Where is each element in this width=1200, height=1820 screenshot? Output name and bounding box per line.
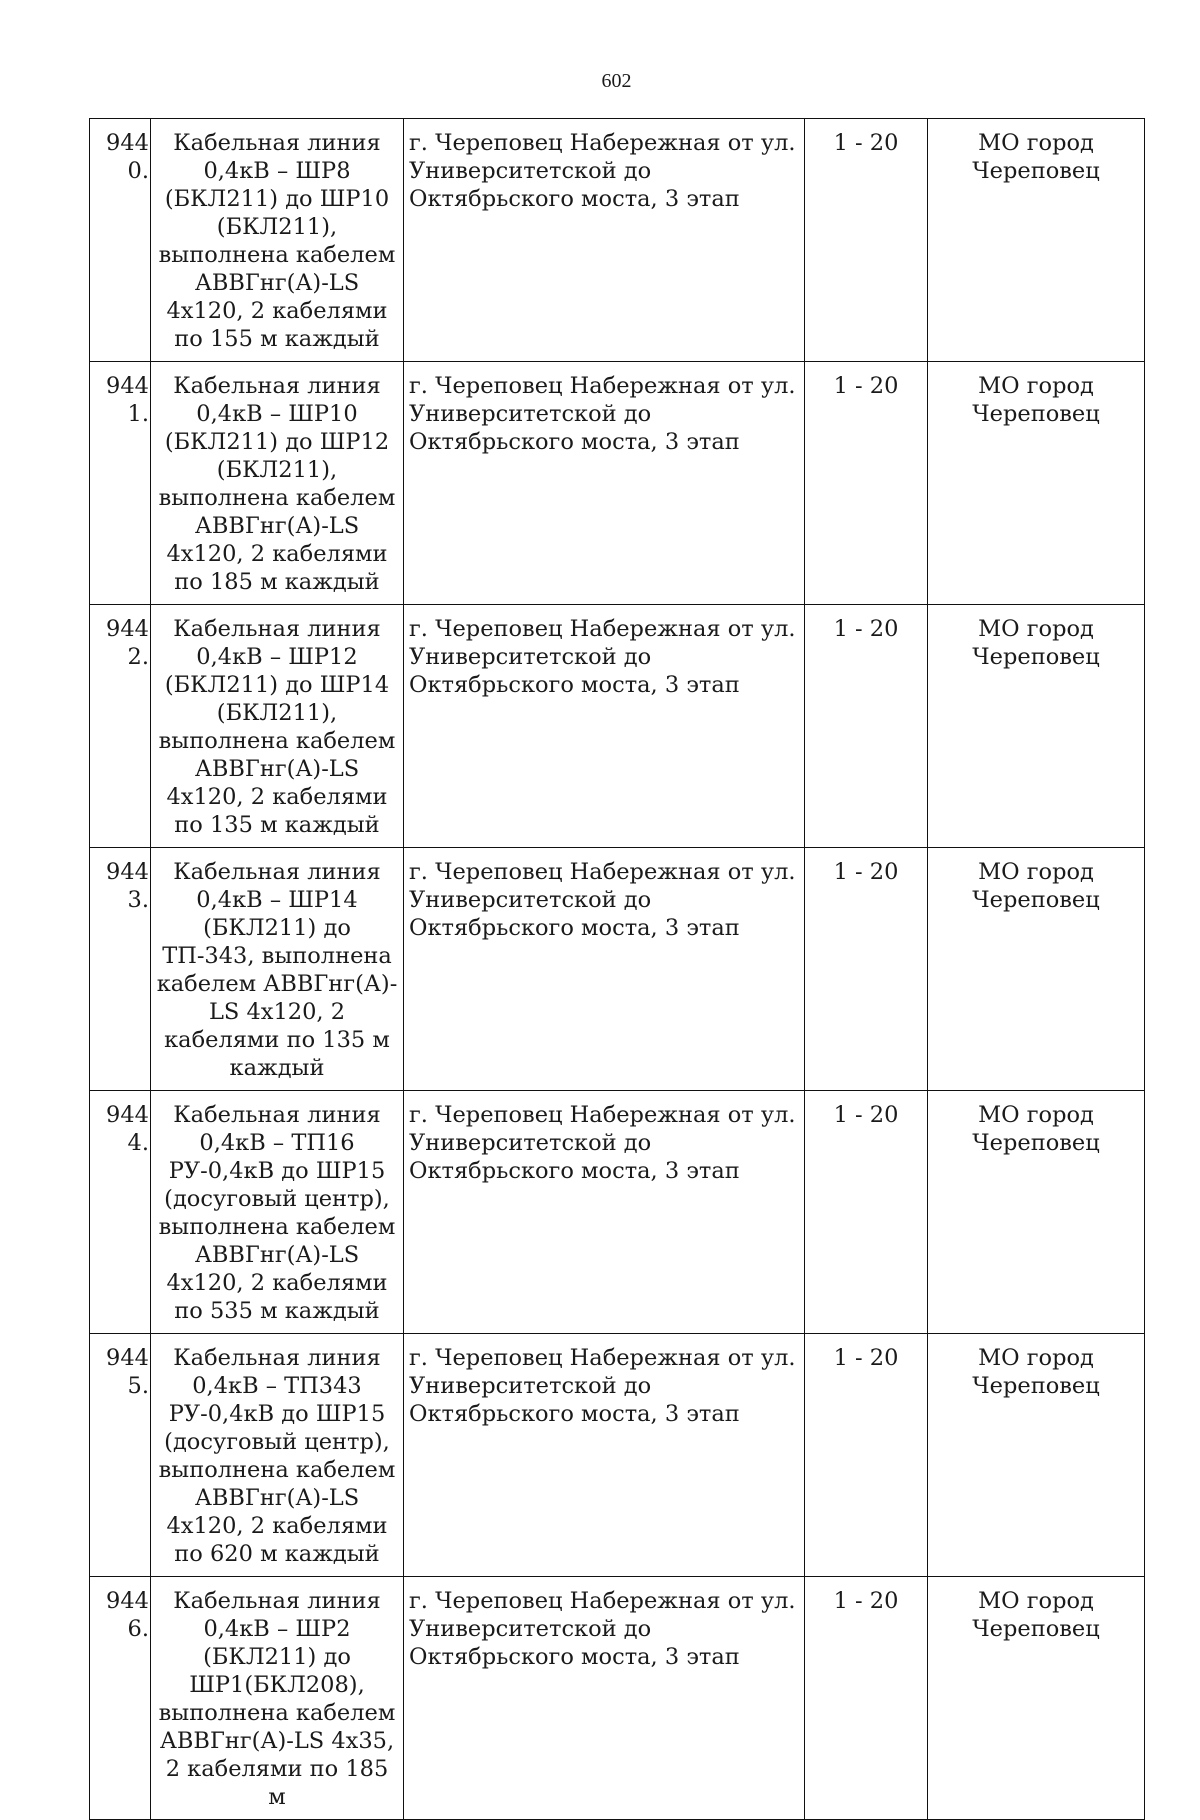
owner: МО город Череповец — [928, 362, 1145, 605]
owner: МО город Череповец — [928, 119, 1145, 362]
object-location: г. Череповец Набережная от ул. Университетской до Октябрьского моста, 3 этап — [404, 848, 805, 1091]
table-row — [90, 1334, 1145, 1577]
row-number: 9445. — [90, 1334, 151, 1577]
row-number: 9441. — [90, 362, 151, 605]
service-life: 1 - 20 — [805, 1577, 928, 1820]
table-row — [90, 848, 1145, 1091]
object-name: Кабельная линия 0,4кВ – ТП343 РУ-0,4кВ до ШР15 (досуговый центр), выполнена кабелем АВВГнг(А)-LS 4х120, 2 кабелями по 620 м каждый — [151, 1334, 404, 1577]
object-location: г. Череповец Набережная от ул. Университетской до Октябрьского моста, 3 этап — [404, 1577, 805, 1820]
service-life: 1 - 20 — [805, 119, 928, 362]
table-row — [90, 362, 1145, 605]
owner: МО город Череповец — [928, 1577, 1145, 1820]
row-number: 9440. — [90, 119, 151, 362]
row-number: 9446. — [90, 1577, 151, 1820]
registry-table — [89, 118, 1145, 1820]
service-life: 1 - 20 — [805, 605, 928, 848]
table-row — [90, 1091, 1145, 1334]
object-name: Кабельная линия 0,4кВ – ШР12 (БКЛ211) до ШР14 (БКЛ211), выполнена кабелем АВВГнг(А)-LS 4х120, 2 кабелями по 135 м каждый — [151, 605, 404, 848]
object-name: Кабельная линия 0,4кВ – ТП16 РУ-0,4кВ до ШР15 (досуговый центр), выполнена кабелем АВВГнг(А)-LS 4х120, 2 кабелями по 535 м каждый — [151, 1091, 404, 1334]
service-life: 1 - 20 — [805, 848, 928, 1091]
owner: МО город Череповец — [928, 1091, 1145, 1334]
object-location: г. Череповец Набережная от ул. Университетской до Октябрьского моста, 3 этап — [404, 119, 805, 362]
service-life: 1 - 20 — [805, 362, 928, 605]
row-number: 9444. — [90, 1091, 151, 1334]
object-location: г. Череповец Набережная от ул. Университетской до Октябрьского моста, 3 этап — [404, 1334, 805, 1577]
table-row — [90, 605, 1145, 848]
page-number: 602 — [601, 70, 632, 92]
object-name: Кабельная линия 0,4кВ – ШР2 (БКЛ211) до ШР1(БКЛ208), выполнена кабелем АВВГнг(А)-LS 4х35, 2 кабелями по 185 м — [151, 1577, 404, 1820]
table-row — [90, 1577, 1145, 1820]
object-name: Кабельная линия 0,4кВ – ШР14 (БКЛ211) до ТП-343, выполнена кабелем АВВГнг(А)-LS 4х120, 2 кабелями по 135 м каждый — [151, 848, 404, 1091]
object-location: г. Череповец Набережная от ул. Университетской до Октябрьского моста, 3 этап — [404, 362, 805, 605]
object-location: г. Череповец Набережная от ул. Университетской до Октябрьского моста, 3 этап — [404, 1091, 805, 1334]
row-number: 9442. — [90, 605, 151, 848]
object-name: Кабельная линия 0,4кВ – ШР10 (БКЛ211) до ШР12 (БКЛ211), выполнена кабелем АВВГнг(А)-LS 4х120, 2 кабелями по 185 м каждый — [151, 362, 404, 605]
owner: МО город Череповец — [928, 848, 1145, 1091]
object-name: Кабельная линия 0,4кВ – ШР8 (БКЛ211) до ШР10 (БКЛ211), выполнена кабелем АВВГнг(А)-LS 4х120, 2 кабелями по 155 м каждый — [151, 119, 404, 362]
owner: МО город Череповец — [928, 605, 1145, 848]
row-number: 9443. — [90, 848, 151, 1091]
owner: МО город Череповец — [928, 1334, 1145, 1577]
service-life: 1 - 20 — [805, 1334, 928, 1577]
table-row — [90, 119, 1145, 362]
service-life: 1 - 20 — [805, 1091, 928, 1334]
object-location: г. Череповец Набережная от ул. Университетской до Октябрьского моста, 3 этап — [404, 605, 805, 848]
